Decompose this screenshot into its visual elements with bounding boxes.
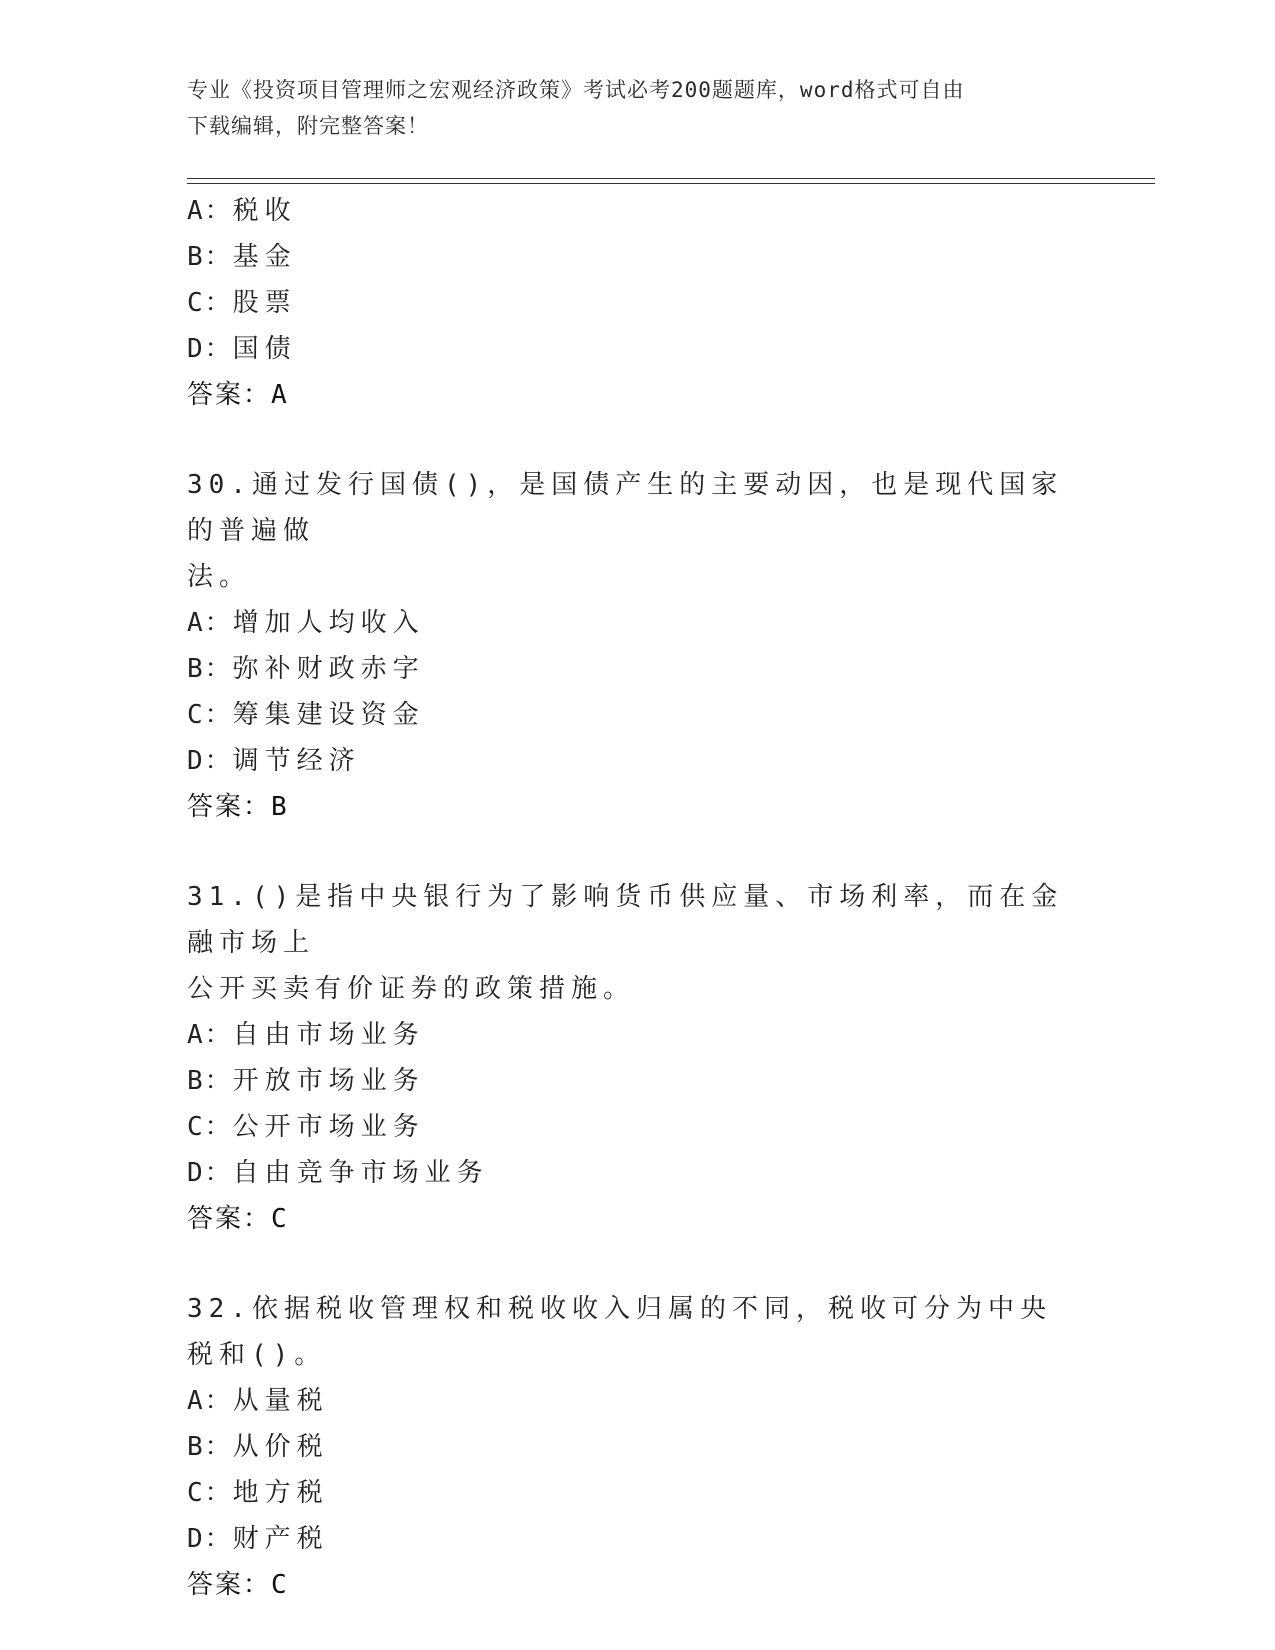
header-line-2: 下载编辑，附完整答案！ [187,114,429,138]
question-31 [187,874,1087,1242]
question-list [187,188,1087,1608]
option-a: A：从量税 [187,1386,329,1416]
option-d: D：自由竞争市场业务 [187,1158,489,1188]
option-a: A：自由市场业务 [187,1020,425,1050]
document-header [187,72,1087,144]
question-30 [187,462,1087,830]
question-stem [187,1286,1067,1378]
option-d: D：国债 [187,334,297,364]
option-c: C：筹集建设资金 [187,700,425,730]
header-line-1: 专业《投资项目管理师之宏观经济政策》考试必考200题题库，word格式可自由 [187,78,965,102]
option-d: D：财产税 [187,1524,329,1554]
option-b: B：弥补财政赤字 [187,654,425,684]
header-rule-bottom [187,183,1155,184]
option-c: C：股票 [187,288,297,318]
question-stem [187,462,1067,600]
question-stem-line-1: 31.()是指中央银行为了影响货币供应量、市场利率，而在金融市场上 [187,882,1064,958]
question-29 [187,188,1087,418]
answer-line: 答案：C [187,1204,289,1234]
option-b: B：开放市场业务 [187,1066,425,1096]
question-stem [187,874,1067,1012]
question-stem-line-2: 法。 [187,562,252,592]
question-stem-line-1: 32.依据税收管理权和税收收入归属的不同，税收可分为中央税和()。 [187,1294,1052,1370]
option-b: B：基金 [187,242,297,272]
question-32 [187,1286,1087,1608]
answer-line: 答案：A [187,380,289,410]
option-d: D：调节经济 [187,746,361,776]
answer-line: 答案：C [187,1570,289,1600]
option-a: A：增加人均收入 [187,608,425,638]
option-b: B：从价税 [187,1432,329,1462]
option-c: C：公开市场业务 [187,1112,425,1142]
option-a: A：税收 [187,196,297,226]
answer-line: 答案：B [187,792,289,822]
header-rule-top [187,178,1155,179]
question-stem-line-1: 30.通过发行国债()，是国债产生的主要动因，也是现代国家的普遍做 [187,470,1064,546]
option-c: C：地方税 [187,1478,329,1508]
question-stem-line-2: 公开买卖有价证券的政策措施。 [187,974,636,1004]
